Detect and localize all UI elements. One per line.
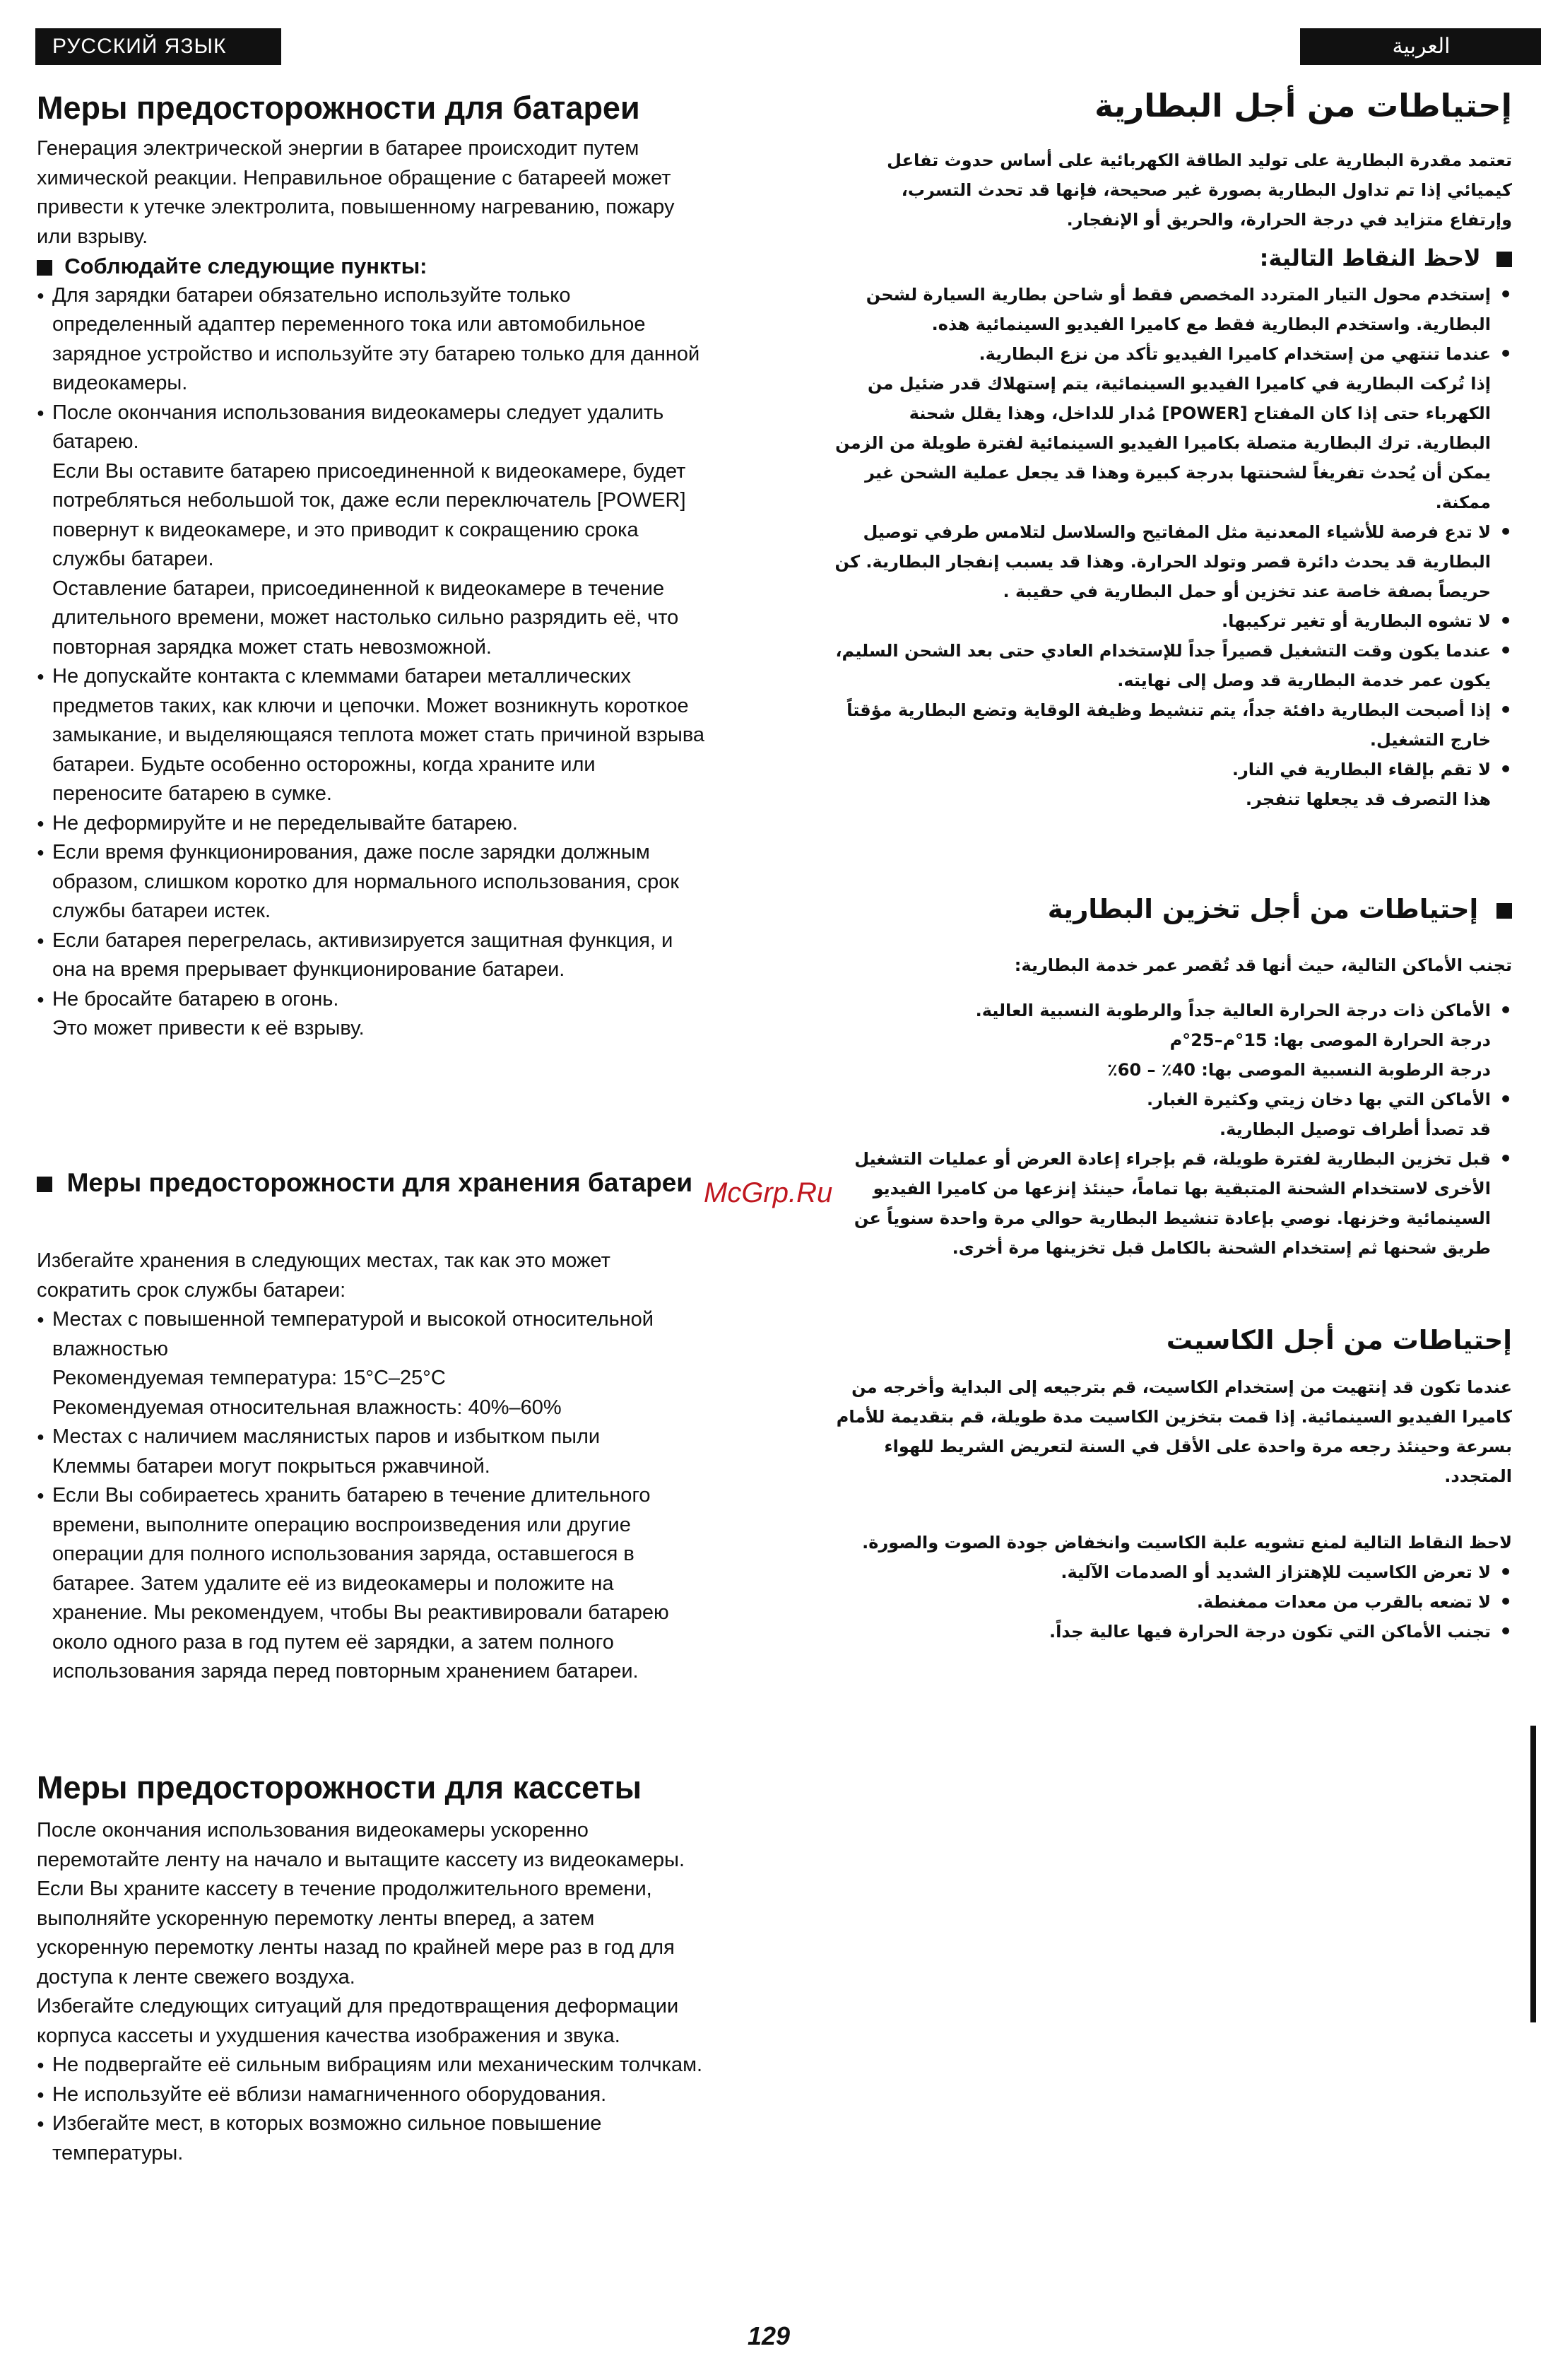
list-item: • لا تضعه بالقرب من معدات ممغنطة. <box>834 1587 1512 1617</box>
list-item: • الأماكن ذات درجة الحرارة العالية جداً والرطوبة النسبية العالية. درجة الحرارة الموصى بها: 15°م–25°م درجة الرطوبة النسبية الموصى بها: 40٪ – 60٪ <box>834 996 1512 1085</box>
cassette-bullet-list <box>37 2051 708 2168</box>
watermark: McGrp.Ru <box>704 1177 833 1208</box>
square-bullet-icon <box>1496 252 1512 267</box>
list-item: • لا تدع فرصة للأشياء المعدنية مثل المفاتيح والسلاسل لتلامس طرفي توصيل البطارية قد يحدث دائرة قصر وتولد الحرارة. وهذا قد يسبب إنفجار البطارية. كن حريصاً بصفة خاصة عند تخزين أو حمل البطارية في حقيبة . <box>834 517 1512 606</box>
list-item: • لا تعرض الكاسيت للإهتزاز الشديد أو الصدمات الآلية. <box>834 1557 1512 1587</box>
cassette-paragraph-ar: عندما تكون قد إنتهيت من إستخدام الكاسيت، قم بترجيعه إلى البداية وأخرجه من كاميرا الفيديو السينمائية. إذا قمت بتخزين الكاسيت مدة طويلة، قم بتقديمة للأمام بسرعة وحينئذ رجعه مرة واحدة على الأقل في السنة لتعريض الشريط للهواء المتجدد. <box>836 1377 1512 1486</box>
list-item: ● Для зарядки батареи обязательно используйте только определенный адаптер переменного тока или автомобильное зарядное устройство и используйте эту батарею только для данной видеокамеры. <box>37 281 708 399</box>
list-item: ● Не бросайте батарею в огонь. Это может привести к её взрыву. <box>37 985 708 1044</box>
list-item: • عندما تنتهي من إستخدام كاميرا الفيديو تأكد من نزع البطارية. إذا تُركت البطارية في كاميرا الفيديو السينمائية، يتم إستهلاك قدر ضئيل من الكهرباء حتى إذا كان المفتاح [POWER] مُدار للداخل، وهذا يقلل شحنة البطارية. ترك البطارية متصلة بكاميرا الفيديو السينمائية لفترة طويلة من الزمن يمكن أن يُحدث تفريغاً لشحنتها بدرجة كبيرة وهذا قد يجعل عملية الشحن غير ممكنة. <box>834 339 1512 517</box>
page-number: 129 <box>748 2321 791 2350</box>
edge-mark <box>1530 1726 1536 2022</box>
storage-intro-ar: تجنب الأماكن التالية، حيث أنها قد تُقصر عمر خدمة البطارية: <box>1014 955 1512 975</box>
battery-precautions-title: Меры предосторожности для батареи <box>37 90 640 126</box>
battery-intro: Генерация электрической энергии в батарее происходит путем химической реакции. Неправильное обращение с батареей может привести к утечке электролита, повышенному нагреванию, пожару или взрыву. <box>37 137 675 248</box>
list-item: ● Не используйте её вблизи намагниченного оборудования. <box>37 2080 708 2110</box>
list-item: • لا تقم بإلقاء البطارية في النار. هذا التصرف قد يجعلها تنفجر. <box>834 755 1512 814</box>
list-item: ● Не допускайте контакта с клеммами батареи металлических предметов таких, как ключи и цепочки. Может возникнуть короткое замыкание, и выделяющаяся теплота может стать причиной взрыва батареи. Будьте особенно осторожны, когда храните или переносите батарею в сумке. <box>37 662 708 809</box>
list-item: • عندما يكون وقت التشغيل قصيراً جداً للإستخدام العادي حتى بعد الشحن السليم، يكون عمر خدمة البطارية قد وصل إلى نهايته. <box>834 636 1512 695</box>
list-item: ● Местах с повышенной температурой и высокой относительной влажностью Рекомендуемая температура: 15°C–25°C Рекомендуемая относительная влажность: 40%–60% <box>37 1305 708 1422</box>
battery-section <box>37 134 708 1044</box>
observe-heading-ar: لاحظ النقاط التالية: <box>834 243 1512 273</box>
list-item: ● Если батарея перегрелась, активизируется защитная функция, и она на время прерывает функционирование батареи. <box>37 926 708 985</box>
storage-bullet-list-ar <box>834 996 1512 1263</box>
list-item: • قبل تخزين البطارية لفترة طويلة، قم بإجراء إعادة العرض أو عمليات التشغيل الأخرى لاستخدام الشحنة المتبقية بها تماماً، حينئذ إنزعها من كاميرا الفيديو السينمائية وخزنها. نوصي بإعادة تنشيط البطارية حوالي مرة واحدة سنوياً عن طريق شحنها ثم إستخدام الشحنة بالكامل قبل تخزينها مرة أخرى. <box>834 1144 1512 1263</box>
storage-section-ar <box>834 950 1512 1263</box>
storage-section <box>37 1247 708 1687</box>
square-bullet-icon <box>37 1177 52 1192</box>
battery-storage-title: Меры предосторожности для хранения батареи <box>37 1167 708 1198</box>
list-item: • لا تشوه البطارية أو تغير تركيبها. <box>834 606 1512 636</box>
cassette-bullet-list-ar <box>834 1557 1512 1646</box>
storage-intro: Избегайте хранения в следующих местах, так как это может сократить срок службы батареи: <box>37 1249 610 1302</box>
language-tab-arabic: العربية <box>1300 28 1541 65</box>
battery-bullet-list-ar <box>834 280 1512 814</box>
language-tab-russian: РУССКИЙ ЯЗЫК <box>35 28 281 65</box>
cassette-section-ar <box>834 1372 1512 1646</box>
list-item: ● После окончания использования видеокамеры следует удалить батарею. Если Вы оставите батарею присоединенной к видеокамере, будет потребляться небольшой ток, даже если переключатель [POWER] повернут к видеокамере, и это приводит к сокращению срока службы батареи. Оставление батареи, присоединенной к видеокамере в течение длительного времени, может настолько сильно разрядить её, что повторная зарядка может стать невозможной. <box>37 399 708 663</box>
list-item: • إستخدم محول التيار المتردد المخصص فقط أو شاحن بطارية السيارة لشحن البطارية. واستخدم البطارية فقط مع كاميرا الفيديو السينمائية هذه. <box>834 280 1512 339</box>
battery-bullet-list <box>37 281 708 1044</box>
square-bullet-icon <box>37 260 52 276</box>
observe-heading: Соблюдайте следующие пункты: <box>37 252 708 281</box>
list-item: ● Не подвергайте её сильным вибрациям или механическим толчкам. <box>37 2051 708 2080</box>
cassette-paragraph: После окончания использования видеокамеры ускоренно перемотайте ленту на начало и вытащите кассету из видеокамеры. Если Вы храните кассету в течение продолжительного времени, выполняйте ускоренную перемотку ленты вперед, а затем ускоренную перемотку ленты назад по крайней мере раз в год для доступа к ленте свежего воздуха. <box>37 1819 685 1989</box>
storage-bullet-list <box>37 1305 708 1687</box>
list-item: ● Местах с наличием маслянистых паров и избытком пыли Клеммы батареи могут покрыться ржавчиной. <box>37 1422 708 1481</box>
cassette-precautions-title: Меры предосторожности для кассеты <box>37 1769 642 1805</box>
battery-section-ar <box>834 146 1512 814</box>
cassette-precautions-title-ar: إحتياطات من أجل الكاسيت <box>1166 1325 1512 1355</box>
cassette-section <box>37 1816 708 2168</box>
list-item: ● Избегайте мест, в которых возможно сильное повышение температуры. <box>37 2109 708 2168</box>
list-item: • الأماكن التي بها دخان زيتي وكثيرة الغبار. قد تصدأ أطراف توصيل البطارية. <box>834 1085 1512 1144</box>
battery-storage-title-ar: إحتياطات من أجل تخزين البطارية <box>834 894 1512 925</box>
list-item: ● Если Вы собираетесь хранить батарею в течение длительного времени, выполните операцию воспроизведения или другие операции для полного использования заряда, оставшегося в батарее. Затем удалите её из видеокамеры и положите на хранение. Мы рекомендуем, чтобы Вы реактивировали батарею около одного раза в год путем её зарядки, а затем полного использования заряда перед повторным хранением батареи. <box>37 1481 708 1687</box>
battery-precautions-title-ar: إحتياطات من أجل البطارية <box>1094 87 1512 124</box>
square-bullet-icon <box>1496 903 1512 919</box>
cassette-paragraph: Избегайте следующих ситуаций для предотвращения деформации корпуса кассеты и ухудшения качества изображения и звука. <box>37 1995 679 2047</box>
list-item: ● Если время функционирования, даже после зарядки должным образом, слишком коротко для нормального использования, срок службы батареи истек. <box>37 838 708 926</box>
cassette-paragraph-ar: لاحظ النقاط التالية لمنع تشويه علبة الكاسيت وانخفاض جودة الصوت والصورة. <box>862 1533 1512 1553</box>
list-item: • تجنب الأماكن التي تكون درجة الحرارة فيها عالية جداً. <box>834 1617 1512 1646</box>
list-item: ● Не деформируйте и не переделывайте батарею. <box>37 809 708 839</box>
battery-intro-ar: تعتمد مقدرة البطارية على توليد الطاقة الكهربائية على أساس حدوث تفاعل كيميائي إذا تم تداول البطارية بصورة غير صحيحة، فإنها قد تحدث التسرب، وإرتفاع متزايد في درجة الحرارة، والحريق أو الإنفجار. <box>887 151 1512 230</box>
list-item: • إذا أصبحت البطارية دافئة جداً، يتم تنشيط وظيفة الوقاية وتضع البطارية مؤقتاً خارج التشغيل. <box>834 695 1512 755</box>
